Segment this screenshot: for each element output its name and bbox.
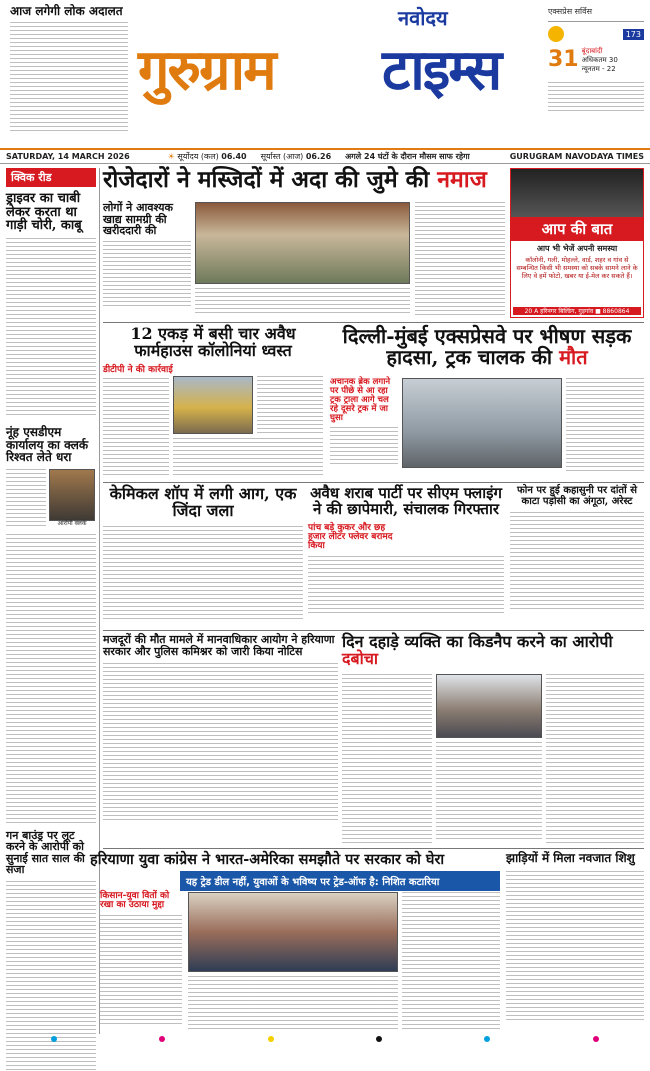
baby-story bbox=[506, 852, 644, 1034]
truck-crash-photo bbox=[402, 378, 562, 468]
protest-illustration bbox=[511, 169, 643, 217]
top-story-headline: रोजेदारों ने मस्जिदों में अदा की जुमे की bbox=[103, 166, 430, 193]
sunrise-label: सूर्योदय (कल) bbox=[177, 152, 219, 161]
sidebar-headline-2: नूंह एसडीएम कार्यालय का क्लर्क रिश्वत लेते धरा bbox=[6, 424, 89, 465]
farmhouse-kicker: डीटीपी ने की कार्रवाई bbox=[103, 364, 173, 375]
aap-ki-baat-box bbox=[510, 168, 644, 318]
masthead-left-tagline: आज लगेगी लोक अदालत bbox=[10, 4, 123, 18]
top-story bbox=[103, 168, 505, 318]
congress-press-photo bbox=[188, 892, 398, 972]
top-story-subhead: लोगों ने आवश्यक खाद्य सामग्री की खरीददारी की bbox=[103, 201, 173, 238]
accused-group-photo bbox=[436, 674, 542, 738]
kidnap-headline: दिन दहाड़े व्यक्ति का किडनैप करने का आरोपी bbox=[342, 632, 613, 651]
brand-right: टाइम्स bbox=[382, 37, 501, 103]
sidebar bbox=[6, 168, 96, 1034]
aap-ki-baat-title: आप की बात bbox=[511, 217, 643, 241]
dateline-bar bbox=[0, 148, 650, 164]
registration-marks bbox=[0, 1034, 650, 1043]
sunrise-time: 06.40 bbox=[221, 152, 247, 161]
phone-headline: फोन पर हुई कहासुनी पर दांतों से काटा पड़ोसी का अंगूठा, अरेस्ट bbox=[517, 485, 637, 507]
kidnap-story bbox=[342, 634, 644, 846]
sidebar-headline-1: ड्राइवर का चाबी लेकर करता था गाड़ी चोरी, काबू bbox=[6, 191, 82, 234]
fire-headline: केमिकल शॉप में लगी आग, एक जिंदा जला bbox=[109, 484, 297, 520]
weather-box bbox=[548, 6, 644, 134]
masthead bbox=[0, 0, 650, 161]
top-story-headline-accent: नमाज bbox=[437, 166, 487, 193]
farmhouse-headline: 12 एकड़ में बसी चार अवैध फार्महाउस कॉलोनियां ध्वस्त bbox=[130, 324, 296, 360]
max-value: 30 bbox=[608, 56, 618, 64]
right-tag: एक्सप्रेस सर्विस bbox=[548, 7, 592, 16]
accident-headline: दिल्ली-मुंबई एक्सप्रेसवे पर भीषण सड़क हादसा, ट्रक चालक की bbox=[342, 324, 632, 369]
max-label: अधिकतम bbox=[581, 56, 607, 64]
liquor-story bbox=[308, 486, 504, 626]
accident-kicker: अचानक ब्रेक लगाने पर पीछे से आ रहा ट्रक ट्राला आगे चल रहे दूसरे ट्रक में जा घुसा bbox=[330, 377, 391, 423]
congress-quote: यह ट्रेड डील नहीं, युवाओं के भविष्य पर ट्रेड-ऑफ है: निशित कटारिया bbox=[180, 871, 500, 891]
brand-left: गुरुग्राम bbox=[138, 37, 275, 103]
bulldozer-photo bbox=[173, 376, 253, 434]
weather-temp: 31 bbox=[548, 47, 579, 72]
labour-story bbox=[103, 634, 338, 846]
phone-story bbox=[510, 486, 644, 626]
edition-name: GURUGRAM NAVODAYA TIMES bbox=[509, 152, 644, 161]
brand-top: नवोदय bbox=[398, 6, 448, 30]
sunset-label: सूर्यास्त (आज) bbox=[260, 152, 304, 161]
weather-promo: अगले 24 घंटों के दौरान मौसम साफ रहेगा bbox=[345, 152, 470, 161]
fire-story bbox=[103, 486, 303, 626]
liquor-kicker: पांच बड़े कुकर और छह हजार लीटर फ्लेवर बरामद किया bbox=[308, 522, 393, 552]
congress-story bbox=[90, 852, 500, 1034]
edition-date: SATURDAY, 14 MARCH 2026 bbox=[6, 152, 130, 161]
page-number-badge: 173 bbox=[623, 29, 644, 40]
accused-photo bbox=[49, 469, 95, 521]
baby-headline: झाड़ियों में मिला नवजात शिशु bbox=[506, 851, 635, 865]
kidnap-headline-accent: दबोचा bbox=[342, 648, 379, 668]
mosque-crowd-photo bbox=[195, 202, 410, 284]
congress-kicker: किसान-युवा वितों को रखा का उठाया मुद्दा bbox=[100, 891, 170, 911]
aap-ki-baat-body: कॉलोनी, गली, मोहल्ले, वार्ड, शहर व गांव से सम्बन्धित किसी भी समस्या को सबके सामने लाने के लिए वे हमें फोटो, खबर या ई-मेल कर सकते हैं। bbox=[516, 256, 638, 281]
congress-headline: हरियाणा युवा कांग्रेस ने भारत-अमेरिका समझौते पर सरकार को घेरा bbox=[90, 851, 445, 868]
quick-read-tag: क्विक रीड bbox=[6, 168, 96, 187]
farmhouse-story bbox=[103, 326, 323, 478]
labour-headline: मजदूरों की मौत मामले में मानवाधिकार आयोग ने हरियाणा सरकार और पुलिस कमिश्नर को जारी किया नोटिस bbox=[103, 633, 335, 658]
sidebar-headline-3: गन बाउंड्र पर लूट करने के आरोपी को सुनाई सात साल की सजा bbox=[6, 828, 85, 877]
aap-ki-baat-subtitle: आप भी भेजें अपनी समस्या bbox=[536, 244, 618, 253]
accident-headline-accent: मौत bbox=[559, 345, 588, 369]
sunset-time: 06.26 bbox=[305, 152, 332, 161]
weather-min: न्यूनतम - 22 bbox=[581, 65, 616, 73]
accident-story bbox=[330, 326, 644, 478]
forecast-label: बूंदाबांदी bbox=[581, 47, 603, 55]
sunrise-icon: ☀ bbox=[167, 152, 175, 161]
photo-caption: आरोपी क्लर्क bbox=[57, 519, 87, 527]
weather-sun-icon bbox=[548, 26, 564, 42]
aap-ki-baat-contact: 20 A हरिनगर बिल्डिंग, गुड़गांव ■ 8860864 bbox=[513, 307, 641, 315]
liquor-headline: अवैध शराब पार्टी पर सीएम फ्लाइंग ने की छापेमारी, संचालक गिरफ्तार bbox=[310, 484, 502, 518]
